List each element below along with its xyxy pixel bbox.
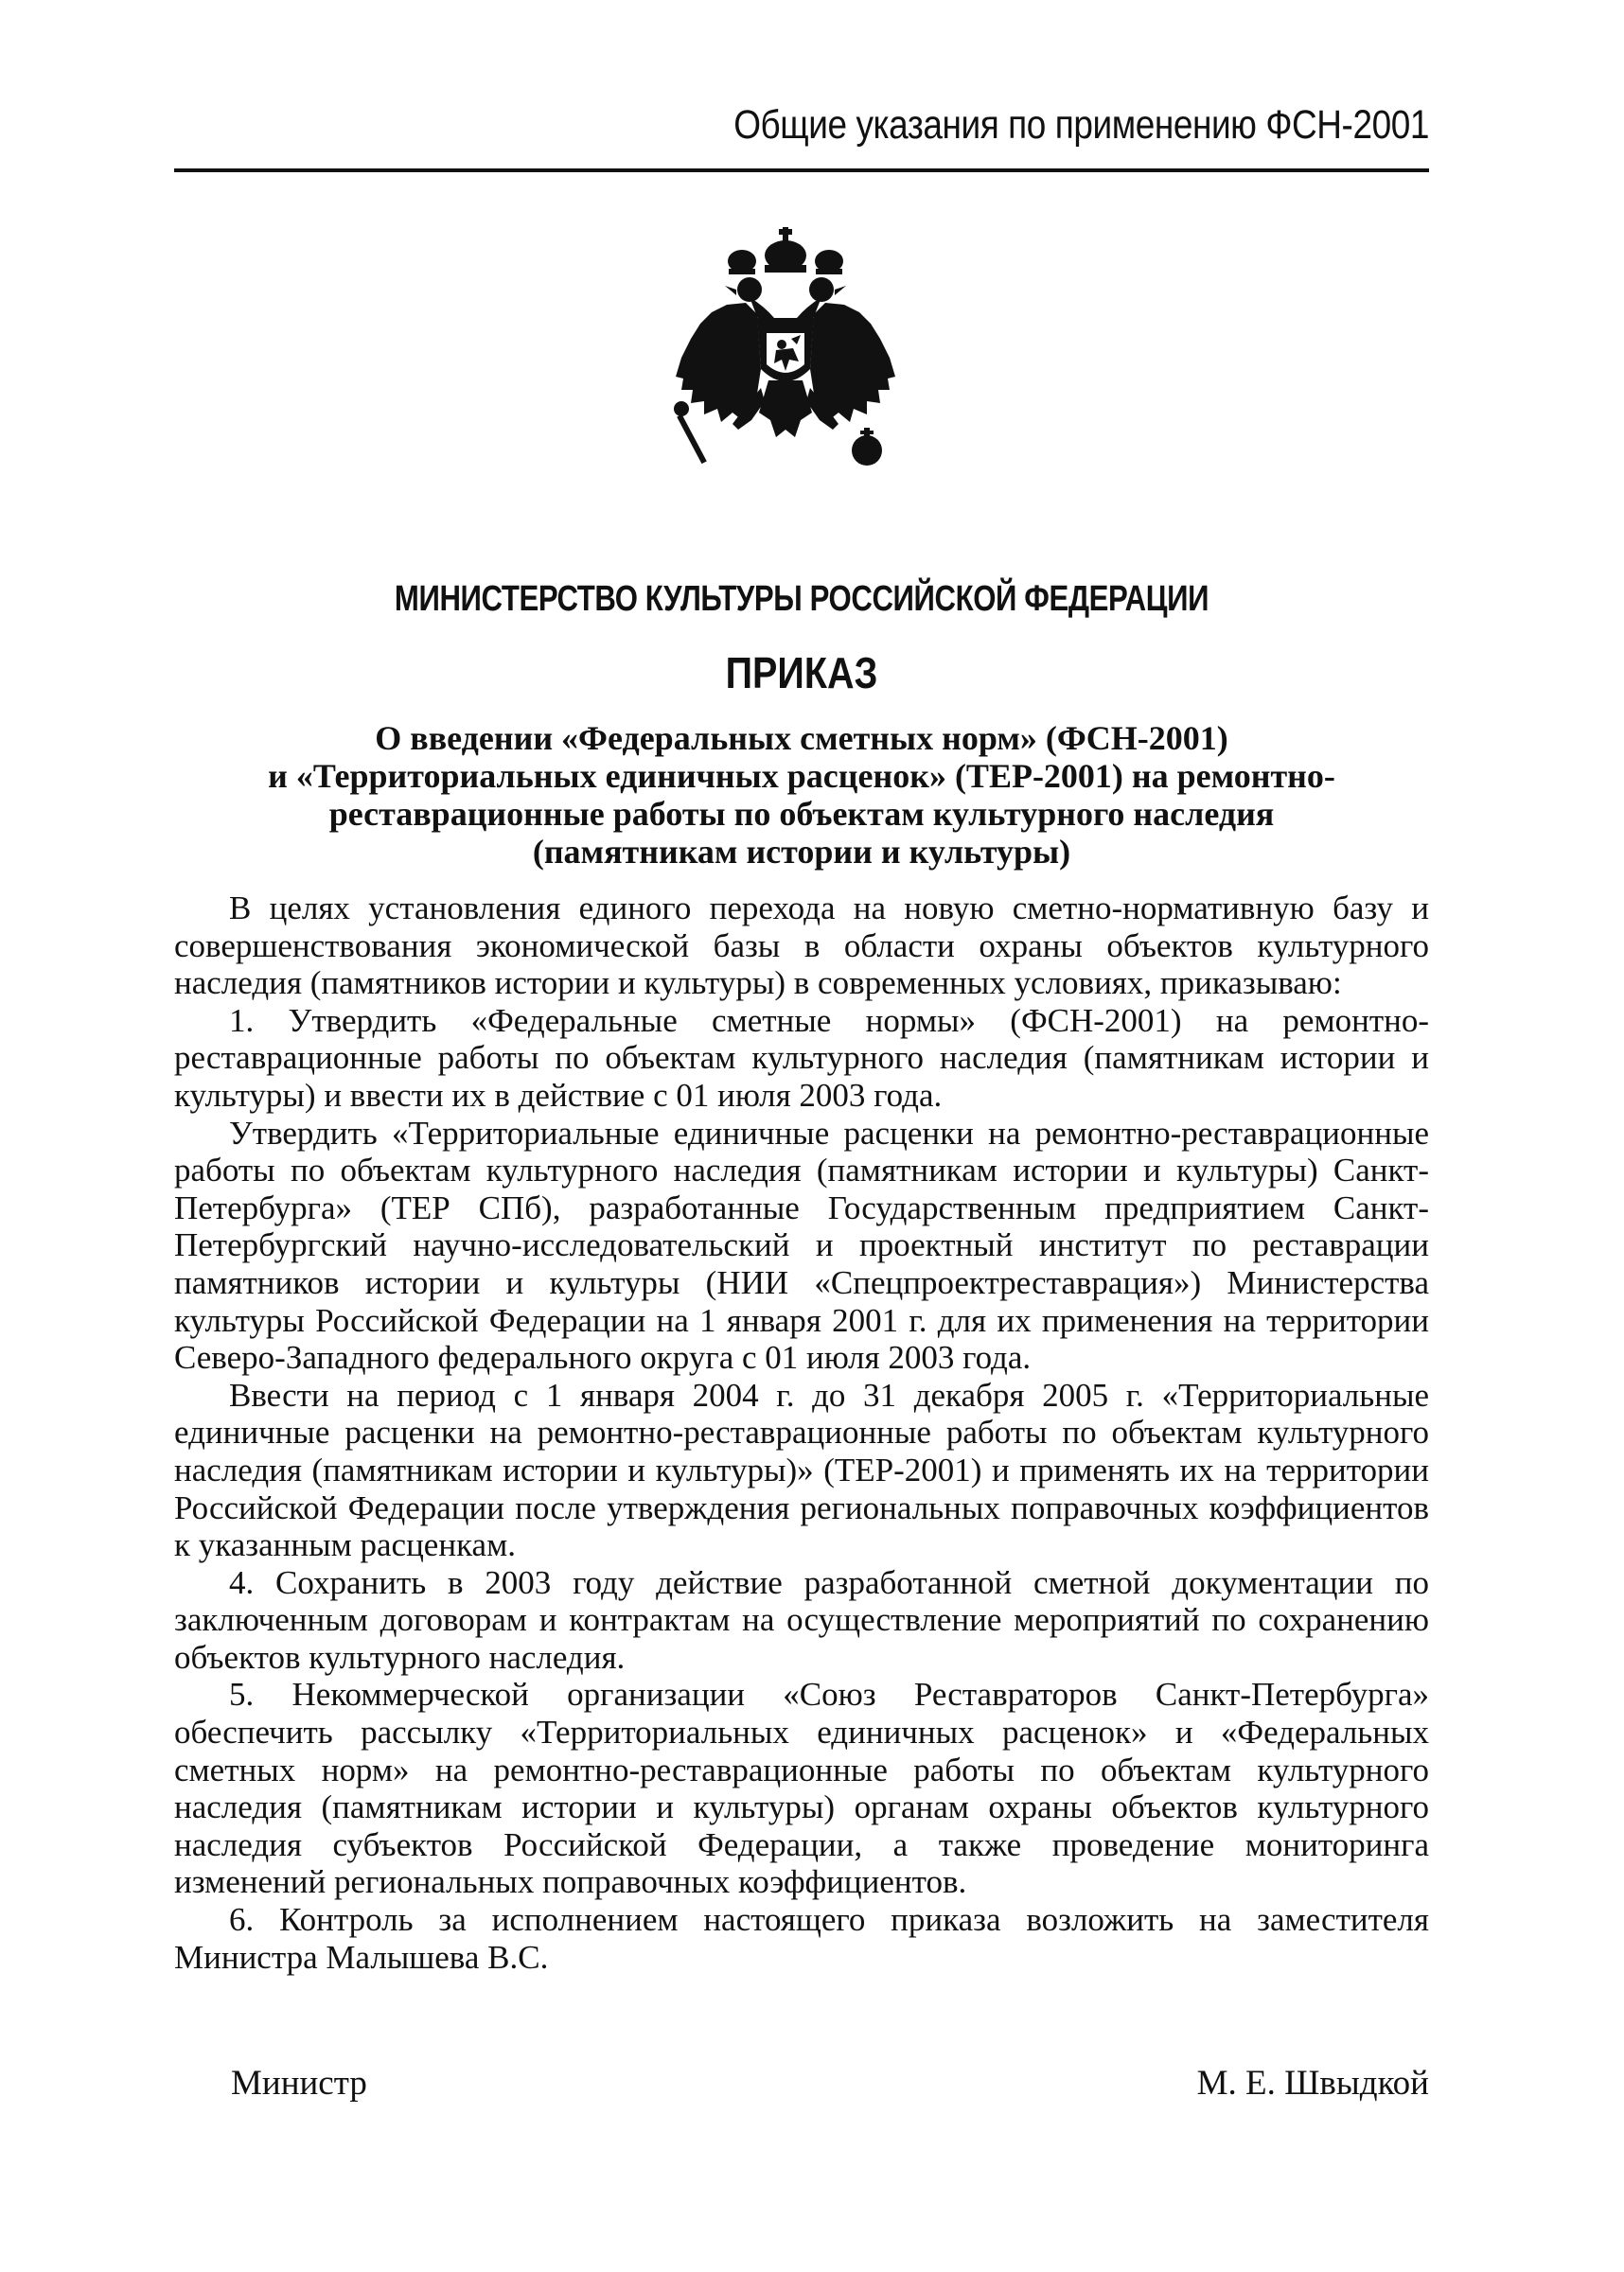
- body-paragraph: 4. Сохранить в 2003 году действие разработанной сметной документации по заключенным договорам и контрактам на осуществление мероприятий по сохранению объектов культурного наследия.: [174, 1563, 1429, 1676]
- document-type: ПРИКАЗ: [725, 648, 878, 697]
- signature-block: [231, 2063, 1429, 2104]
- subject-line: О введении «Федеральных сметных норм» (ФСН-2001): [375, 719, 1228, 757]
- subject-line: реставрационные работы по объектам культурного наследия: [328, 795, 1275, 833]
- signatory-position: Министр: [231, 2064, 367, 2103]
- body-paragraph: В целях установления единого перехода на новую сметно-нормативную базу и совершенствования экономической базы в области охраны объектов культурного наследия (памятников истории и культуры) в современных условиях, приказываю:: [174, 889, 1429, 1002]
- subject-line: (памятникам истории и культуры): [532, 833, 1071, 871]
- header-rule: [174, 168, 1429, 172]
- body-paragraph: 1. Утвердить «Федеральные сметные нормы» (ФСН-2001) на ремонтно-реставрационные работы по объектам культурного наследия (памятникам истории и культуры) и ввести их в действие с 01 июля 2003 года.: [174, 1001, 1429, 1114]
- order-subject: [174, 719, 1429, 871]
- subject-line: и «Территориальных единичных расценок» (ТЕР-2001) на ремонтно-: [268, 757, 1335, 795]
- signatory-name: М. Е. Швыдкой: [1196, 2064, 1429, 2103]
- order-body: [174, 889, 1429, 1976]
- body-paragraph: 5. Некоммерческой организации «Союз Реставраторов Санкт-Петербурга» обеспечить рассылку «Территориальных единичных расценок» и «Федеральных сметных норм» на ремонтно-реставрационные работы по объектам культурного наследия (памятникам истории и культуры) органам охраны объектов культурного наследия субъектов Российской Федерации, а также проведение мониторинга изменений региональных поправочных коэффициентов.: [174, 1676, 1429, 1901]
- body-paragraph: Утвердить «Территориальные единичные расценки на ремонтно-реставрационные работы по объектам культурного наследия (памятникам истории и культуры) Санкт-Петербурга» (ТЕР СПб), разработанные Государственным предприятием Санкт-Петербургский научно-исследовательский и проектный институт по реставрации памятников истории и культуры (НИИ «Спецпроектреставрация») Министерства культуры Российской Федерации на 1 января 2001 г. для их применения на территории Северо-Западного федерального округа с 01 июля 2003 года.: [174, 1114, 1429, 1377]
- body-paragraph: Ввести на период с 1 января 2004 г. до 31 декабря 2005 г. «Территориальные единичные расценки на ремонтно-реставрационные работы по объектам культурного наследия (памятникам истории и культуры)» (ТЕР-2001) и применять их на территории Российской Федерации после утверждения региональных поправочных коэффициентов к указанным расценкам.: [174, 1376, 1429, 1564]
- ministry-name: МИНИСТЕРСТВО КУЛЬТУРЫ РОССИЙСКОЙ ФЕДЕРАЦИИ: [394, 579, 1209, 619]
- coat-of-arms-icon: [670, 227, 901, 483]
- running-header: Общие указания по применению ФСН-2001: [733, 102, 1429, 148]
- body-paragraph: 6. Контроль за исполнением настоящего приказа возложить на заместителя Министра Малышева В.С.: [174, 1901, 1429, 1976]
